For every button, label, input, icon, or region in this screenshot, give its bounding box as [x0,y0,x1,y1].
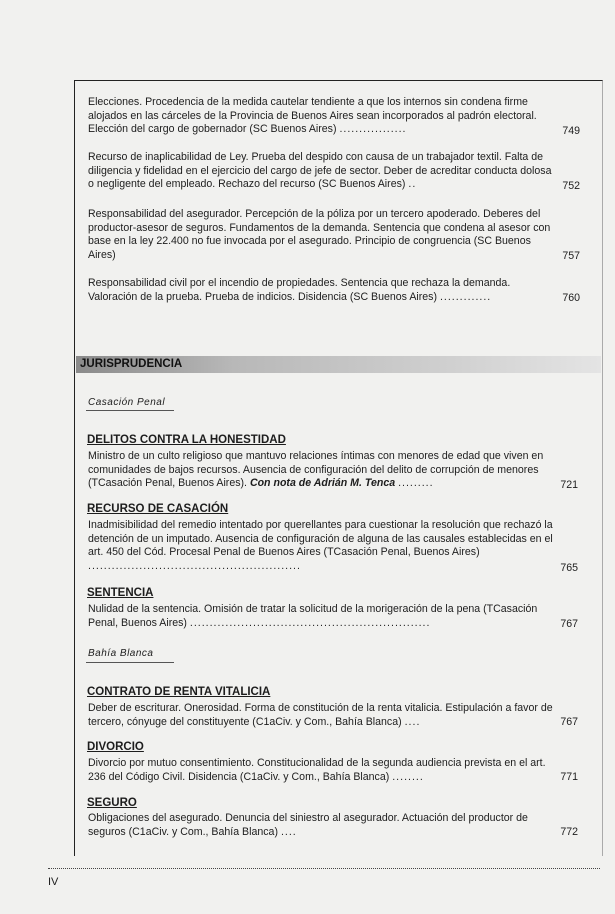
case-text: Deber de escriturar. Onerosidad. Forma de constitución de la renta vitalicia. Estipulación a favor de tercero, cónyuge del constituyente (C1aCiv. y Com., Bahía Blanca) .... [88,702,553,728]
entry-elecciones: Elecciones. Procedencia de la medida cautelar tendiente a que los internos sin condena firme alojados en las cárceles de la Provincia de Buenos Aires sean incorporados al padrón electoral. Elección del cargo de gobernador (SC Buenos Aires) ................. [88,96,537,135]
page-number: 760 [562,292,580,304]
entry-responsabilidad-asegurador: Responsabilidad del asegurador. Percepción de la póliza por un tercero apoderado. Deberes del productor-asesor de seguros. Fundamentos de la demanda. Sentencia que condena al asesor con base en la ley 22.400 no fue invocada por el asegurado. Principio de congruencia (SC Buenos Aires) [88,208,551,261]
case-heading: CONTRATO DE RENTA VITALICIA [87,686,271,698]
divider [86,410,174,411]
section-band [76,356,601,373]
case-text: Inadmisibilidad del remedio intentado por querellantes para cuestionar la resolución que rechazó la detención de un imputado. Ausencia de configuración de alguna de las causales establecidas en el art. 450 del Cód. Procesal Penal de Buenos Aires (TCasación Penal, Buenos Aires) ...................................................... [88,519,553,572]
page-number: 767 [560,618,578,630]
case-heading: SEGURO [87,797,137,809]
case-text: Divorcio por mutuo consentimiento. Constitucionalidad de la segunda audiencia prevista en el art. 236 del Código Civil. Disidencia (C1aCiv. y Com., Bahía Blanca) ........ [88,757,546,783]
court-label: Casación Penal [88,397,166,408]
court-label: Bahía Blanca [88,648,154,659]
page-number: 757 [562,250,580,262]
page-number: 771 [560,771,578,783]
case-heading: RECURSO DE CASACIÓN [87,503,229,515]
page-number: 752 [562,180,580,192]
page-number: 765 [560,562,578,574]
entry-responsabilidad-civil: Responsabilidad civil por el incendio de propiedades. Sentencia que rechaza la demanda. Valoración de la prueba. Prueba de indicios. Disidencia (SC Buenos Aires) ............. [88,277,511,303]
folio: IV [48,876,59,888]
page-number: 749 [562,125,580,137]
footer-rule [48,868,600,869]
entry-recurso-inaplicabilidad: Recurso de inaplicabilidad de Ley. Prueba del despido con causa de un trabajador textil. Falta de diligencia y fidelidad en el ejercicio del cargo de jefe de sector. Deber de acreditar conducta dolosa o negligente del empleado. Rechazo del recurso (SC Buenos Aires) .. [88,151,552,190]
case-heading: DIVORCIO [87,741,144,753]
divider [86,662,174,663]
case-text: Nulidad de la sentencia. Omisión de tratar la solicitud de la morigeración de la pena (TCasación Penal, Buenos Aires) ............................................................. [88,603,538,629]
case-heading: SENTENCIA [87,587,154,599]
page-number: 772 [560,826,578,838]
section-title: JURISPRUDENCIA [80,358,183,370]
page-number: 721 [560,479,578,491]
case-note: Con nota de Adrián M. Tenca [249,477,396,489]
page-number: 767 [560,716,578,728]
case-text: Obligaciones del asegurado. Denuncia del siniestro al asegurador. Actuación del productor de seguros (C1aCiv. y Com., Bahía Blanca) .... [88,812,528,838]
case-heading: DELITOS CONTRA LA HONESTIDAD [87,434,286,446]
case-text: Ministro de un culto religioso que mantuvo relaciones íntimas con menores de edad que viven en comunidades de bajos recursos. Ausencia de configuración del delito de corrupción de menores (TCasación Penal, Buenos Aires). Con nota de Adrián M. Tenca ......... [88,450,544,489]
